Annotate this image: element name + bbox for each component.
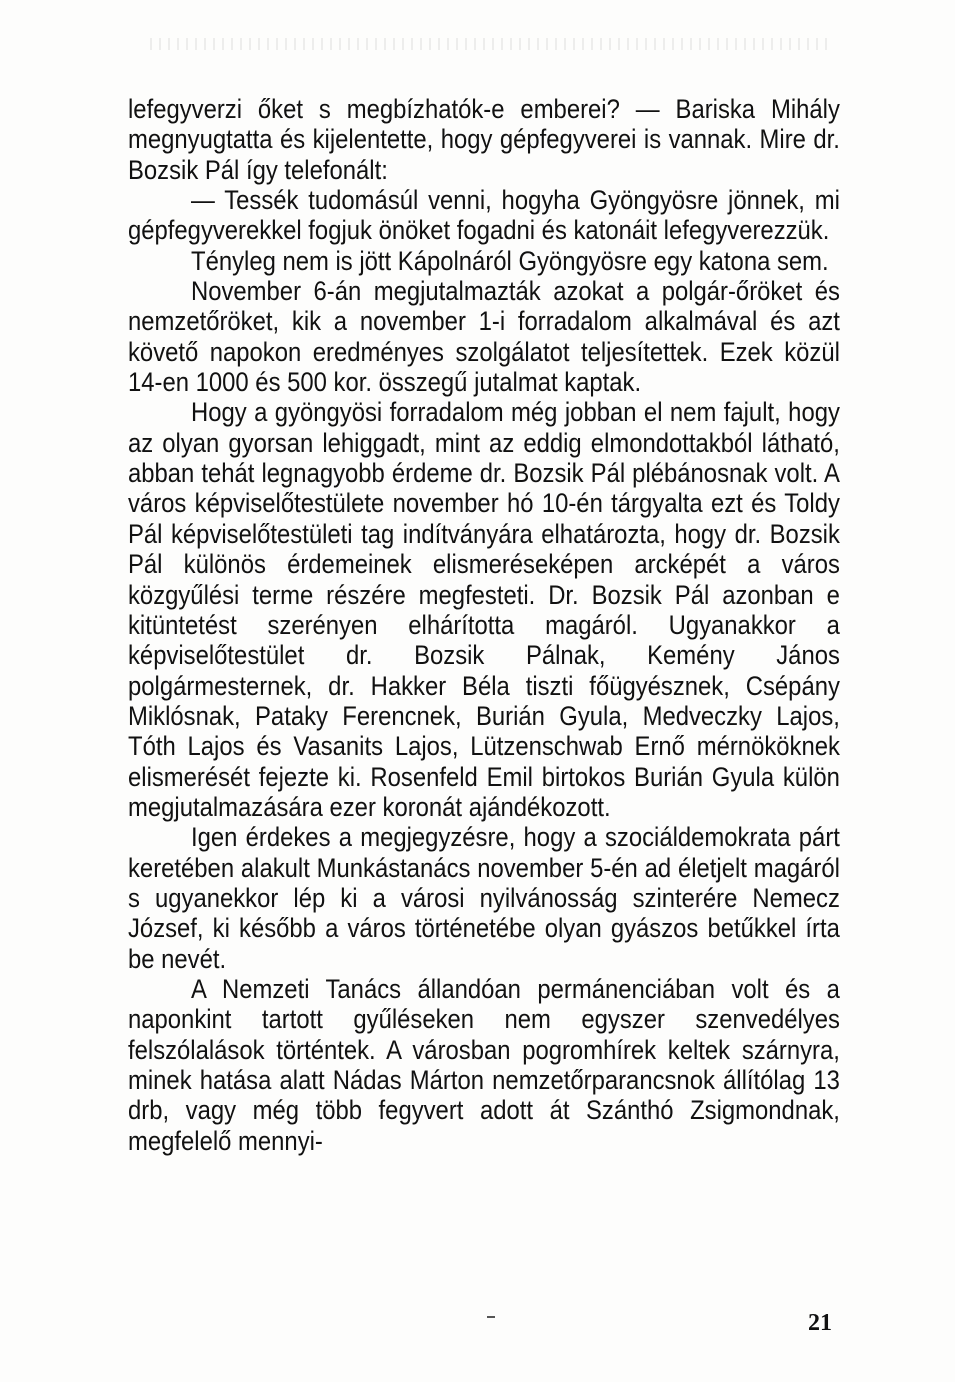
paragraph-4: November 6-án megjutalmazták azokat a polgár-őröket és nemzetőröket, kik a november 1-i forradalom alkalmával és azt követő napokon eredményes szolgálatot teljesítettek. Ezek közül 14-en 1000 és 500 kor. összegű jutalmat kaptak. (128, 276, 840, 398)
scan-artifact (150, 38, 830, 50)
paragraph-1: lefegyverzi őket s megbízhatók-e emberei? — Bariska Mihály megnyugtatta és kijelentette, hogy gépfegyverei is vannak. Mire dr. Bozsik Pál így telefonált: (128, 94, 840, 185)
paragraph-3: Tényleg nem is jött Kápolnáról Gyöngyösre egy katona sem. (191, 245, 829, 276)
paragraph-6: Igen érdekes a megjegyzésre, hogy a szociáldemokrata párt keretében alakult Munkástanács november 5-én ad életjelt magáról s ugyanekkor lép ki a városi nyilvánosság szinterére Nemecz József, ki később a város történetébe olyan gyászos betűkkel írta be nevét. (128, 822, 840, 974)
paragraph-2: — Tessék tudomásúl venni, hogyha Gyöngyösre jönnek, mi gépfegyverekkel fogjuk önöket fogadni és katonáit lefegyverezzük. (128, 185, 840, 246)
page-number: 21 (808, 1310, 832, 1336)
body-text (128, 94, 840, 1156)
paragraph-7: A Nemzeti Tanács állandóan permánenciában volt és a naponkint tartott gyűléseken nem egyszer szenvedélyes felszólalások történtek. A városban pogromhírek keltek szárnyra, minek hatása alatt Nádas Márton nemzetőrparancsnok állítólag 13 drb, vagy még több fegyvert adott át Szánthó Zsigmondnak, megfelelő mennyi- (128, 973, 840, 1156)
paragraph-5: Hogy a gyöngyösi forradalom még jobban el nem fajult, hogy az olyan gyorsan lehiggadt, mint az eddig elmondottakból látható, abban tehát legnagyobb érdeme dr. Bozsik Pál plébánosnak volt. A város képviselőtestülete november hó 10-én tárgyalta ezt és Toldy Pál képviselőtestületi tag indítványára elhatározta, hogy dr. Bozsik Pál különös érdemeinek elismeréseképen arcképét a város közgyűlési terme részére megfesteti. Dr. Bozsik Pál azonban e kitüntetést szerényen elhárította magáról. Ugyanakkor a képviselőtestület dr. Bozsik Pálnak, Kemény János polgármesternek, dr. Hakker Béla tiszti főügyésznek, Csépány Miklósnak, Pataky Ferencnek, Burián Gyula, Medveczky Lajos, Tóth Lajos és Vasanits Lajos, Lützenschwab Ernő mérnököknek elismerését fejezte ki. Rosenfeld Emil birtokos Burián Gyula külön megjutalmazására ezer koronát ajándékozott. (128, 397, 840, 822)
scan-mark (487, 1316, 495, 1318)
